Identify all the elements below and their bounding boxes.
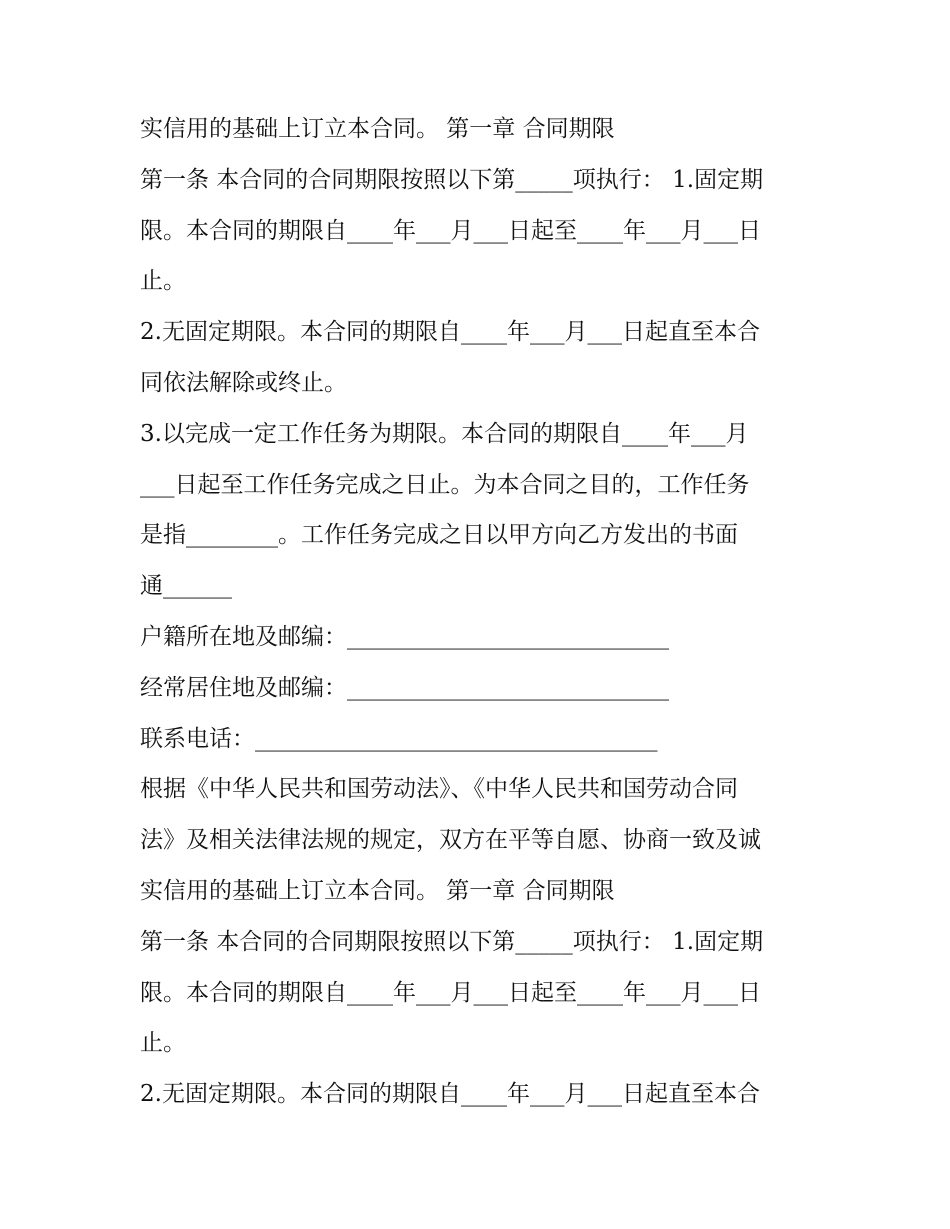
- text-line: 实信用的基础上订立本合同。 第一章 合同期限: [140, 877, 615, 904]
- text-line: 第一条 本合同的合同期限按照以下第_____项执行： 1.固定期: [140, 928, 764, 955]
- text-line: 实信用的基础上订立本合同。 第一章 合同期限: [140, 116, 615, 142]
- text-line: 第一条 本合同的合同期限按照以下第_____项执行： 1.固定期: [140, 166, 764, 193]
- text-line: 根据《中华人民共和国劳动法》、《中华人民共和国劳动合同: [140, 776, 738, 803]
- text-line: ___日起至工作任务完成之日止。为本合同之目的，工作任务: [140, 471, 750, 498]
- contract-text: [140, 104, 830, 1120]
- text-line: 联系电话：___________________________________: [140, 725, 658, 752]
- text-line: 户籍所在地及邮编：____________________________: [140, 623, 669, 650]
- text-line: 经常居住地及邮编：____________________________: [140, 674, 669, 701]
- text-line: 同依法解除或终止。: [140, 369, 347, 396]
- text-line: 法》及相关法律法规的规定，双方在平等自愿、协商一致及诚: [140, 827, 761, 854]
- text-line: 限。本合同的期限自____年___月___日起至____年___月___日: [140, 979, 761, 1006]
- text-line: 是指________。工作任务完成之日以甲方向乙方发出的书面: [140, 522, 738, 549]
- text-line: 止。: [140, 268, 186, 295]
- text-line: 2.无固定期限。本合同的期限自____年___月___日起直至本合: [140, 319, 760, 346]
- text-line: 通______: [140, 573, 232, 600]
- text-line: 2.无固定期限。本合同的期限自____年___月___日起直至本合: [140, 1081, 760, 1108]
- text-line: 3.以完成一定工作任务为期限。本合同的期限自____年___月: [140, 420, 749, 447]
- text-line: 限。本合同的期限自____年___月___日起至____年___月___日: [140, 217, 761, 244]
- text-line: 止。: [140, 1030, 186, 1057]
